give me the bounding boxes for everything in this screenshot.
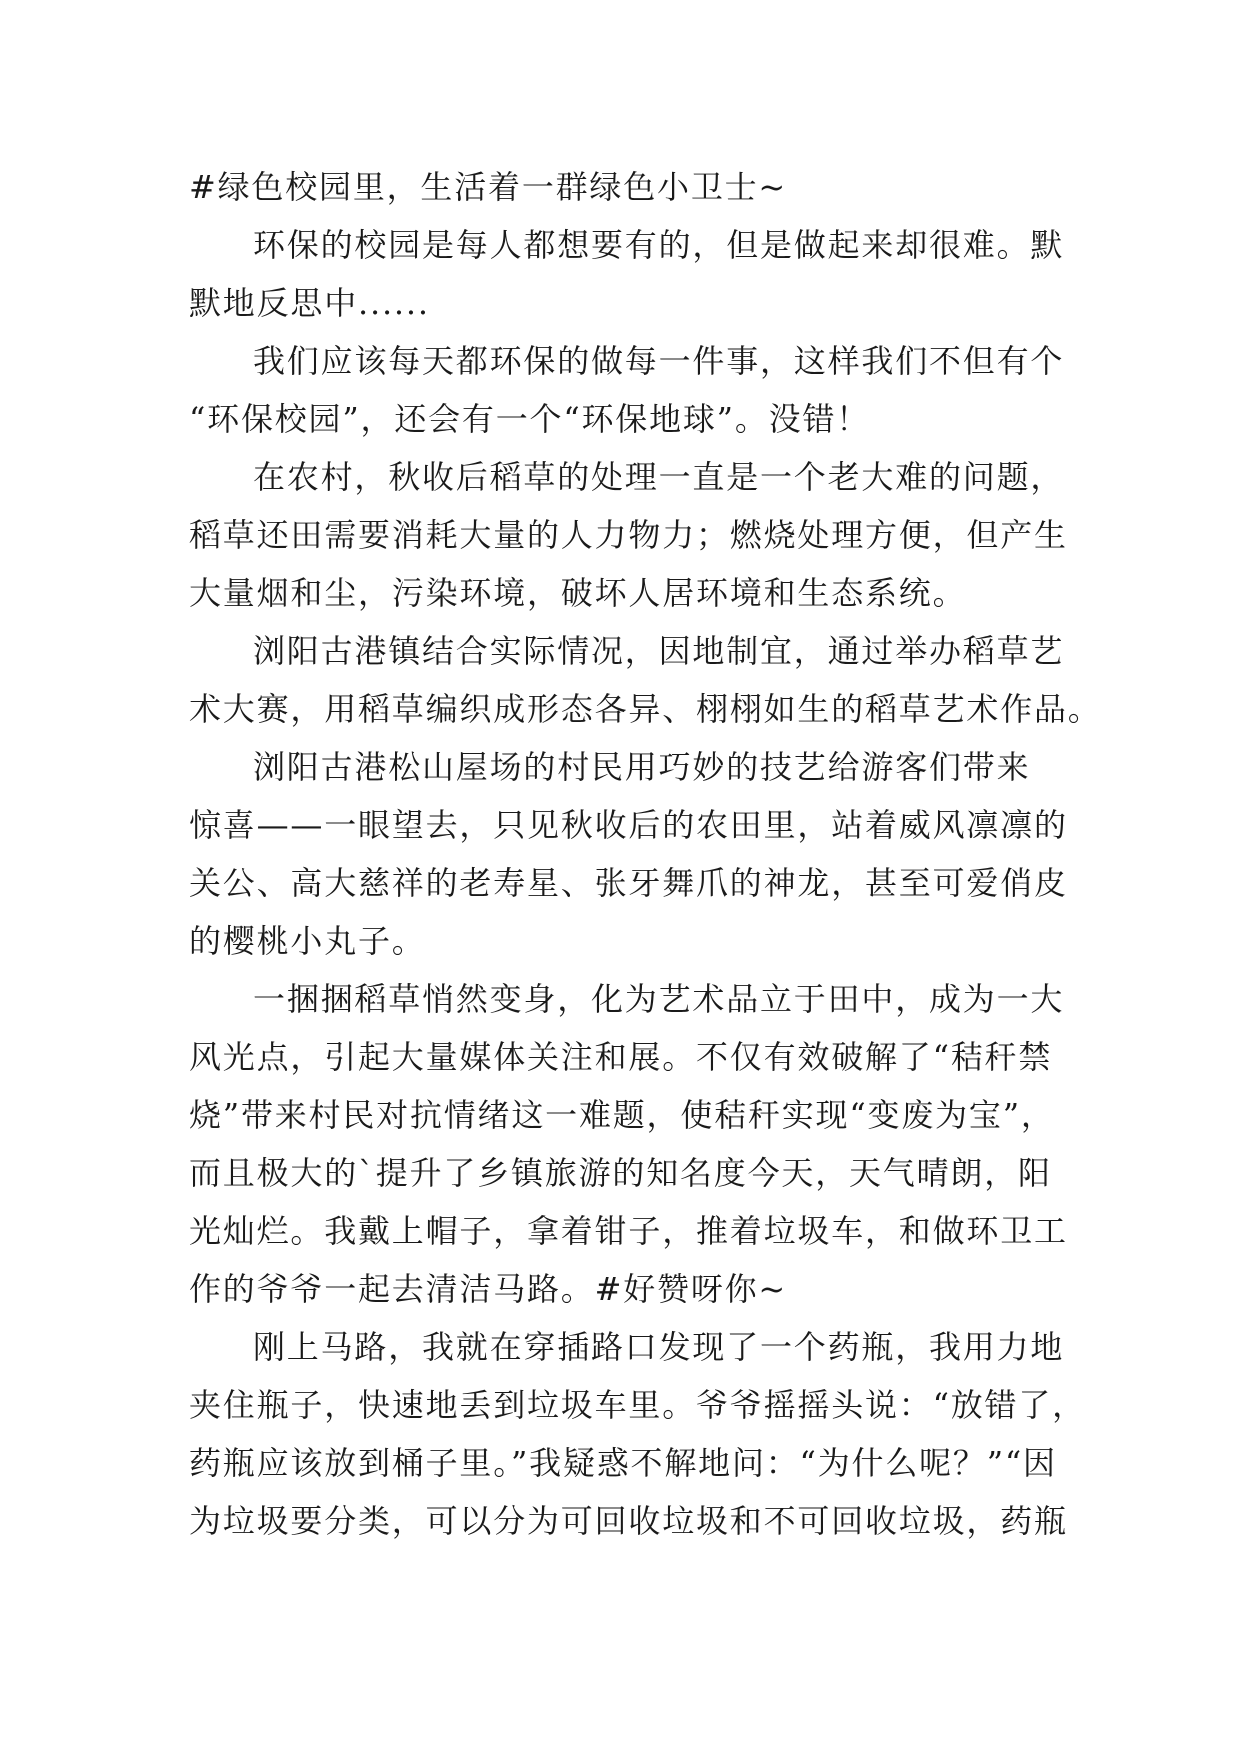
text-line: 关公、高大慈祥的老寿星、张牙舞爪的神龙，甚至可爱俏皮 [189,864,1068,902]
text-line: 为垃圾要分类，可以分为可回收垃圾和不可回收垃圾，药瓶 [189,1502,1068,1540]
text-line: 我们应该每天都环保的做每一件事，这样我们不但有个 [253,342,1065,380]
text-line: 光灿烂。我戴上帽子，拿着钳子，推着垃圾车，和做环卫工 [189,1212,1068,1250]
text-line: “环保校园”，还会有一个“环保地球”。没错！ [189,400,871,438]
text-line: 浏阳古港松山屋场的村民用巧妙的技艺给游客们带来 [253,748,1031,786]
text-line: 作的爷爷一起去清洁马路。#好赞呀你~ [189,1270,788,1308]
text-line: 的樱桃小丸子。 [189,922,426,960]
text-line: 药瓶应该放到桶子里。”我疑惑不解地问：“为什么呢？”“因 [189,1444,1057,1482]
text-line: 风光点，引起大量媒体关注和展。不仅有效破解了“秸秆禁 [189,1038,1053,1076]
text-line: 而且极大的`提升了乡镇旅游的知名度今天，天气晴朗，阳 [189,1154,1052,1192]
body-text [189,158,1102,1550]
text-line: 一捆捆稻草悄然变身，化为艺术品立于田中，成为一大 [253,980,1065,1018]
text-line: #绿色校园里，生活着一群绿色小卫士~ [189,168,788,206]
text-line: 夹住瓶子，快速地丢到垃圾车里。爷爷摇摇头说：“放错了， [189,1386,1086,1424]
text-line: 默地反思中...... [189,284,430,322]
text-line: 浏阳古港镇结合实际情况，因地制宜，通过举办稻草艺 [253,632,1065,670]
text-line: 术大赛，用稻草编织成形态各异、栩栩如生的稻草艺术作品。 [189,690,1102,728]
text-line: 刚上马路，我就在穿插路口发现了一个药瓶，我用力地 [253,1328,1065,1366]
text-line: 稻草还田需要消耗大量的人力物力；燃烧处理方便，但产生 [189,516,1068,554]
text-line: 烧”带来村民对抗情绪这一难题，使秸秆实现“变废为宝”， [189,1096,1055,1134]
text-line: 惊喜——一眼望去，只见秋收后的农田里，站着威风凛凛的 [189,806,1068,844]
text-line: 环保的校园是每人都想要有的，但是做起来却很难。默 [253,226,1065,264]
text-line: 大量烟和尘，污染环境，破坏人居环境和生态系统。 [189,574,967,612]
text-line: 在农村，秋收后稻草的处理一直是一个老大难的问题， [253,458,1065,496]
